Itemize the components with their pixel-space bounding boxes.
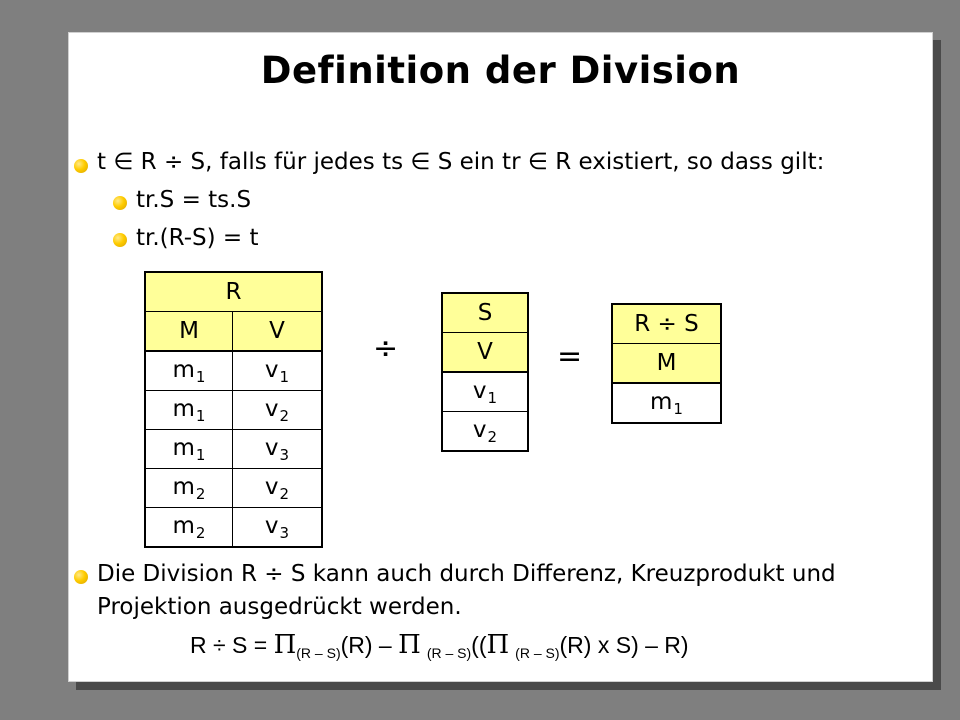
cell-v: v <box>264 356 279 383</box>
pi-symbol: Π <box>486 630 510 660</box>
cell-v: v <box>472 377 487 404</box>
cell-m-sub: 1 <box>195 406 206 425</box>
bullet-dot <box>74 159 88 173</box>
bullet-division-line2: Projektion ausgedrückt werden. <box>97 594 462 620</box>
cell-m: m <box>650 388 673 415</box>
table-result <box>611 303 722 424</box>
formula-projection: (R – S) <box>296 645 341 661</box>
bullet-dot <box>113 233 127 247</box>
table-s <box>441 292 529 452</box>
table-row <box>145 391 322 430</box>
cell-v-sub: 1 <box>487 388 498 407</box>
cell-v-sub: 2 <box>279 484 290 503</box>
table-row <box>612 383 721 423</box>
bullet-definition: t ∈ R ÷ S, falls für jedes ts ∈ S ein tr ∈ R existiert, so dass gilt: <box>97 149 825 175</box>
table-r-col-m: M <box>145 312 233 352</box>
equals-symbol: = <box>557 339 583 374</box>
table-s-name: S <box>442 293 528 333</box>
cell-v: v <box>264 473 279 500</box>
cell-v-sub: 2 <box>487 427 498 446</box>
slide-title: Definition der Division <box>260 49 741 92</box>
table-row <box>145 469 322 508</box>
cell-v-sub: 3 <box>279 523 290 542</box>
cell-m: m <box>172 434 195 461</box>
sub-bullet-1: tr.S = ts.S <box>136 187 252 213</box>
bullet-dot <box>74 570 88 584</box>
cell-v: v <box>264 395 279 422</box>
pi-symbol: Π <box>273 630 297 660</box>
formula-projection: (R – S) <box>515 645 560 661</box>
table-result-name: R ÷ S <box>612 304 721 344</box>
table-row <box>145 508 322 548</box>
pi-symbol: Π <box>398 630 421 660</box>
cell-m: m <box>172 356 195 383</box>
formula-minus: – <box>372 632 399 658</box>
cell-m-sub: 1 <box>195 367 206 386</box>
cell-v: v <box>472 416 487 443</box>
table-row <box>145 430 322 469</box>
cell-m-sub: 1 <box>673 399 683 418</box>
cell-m-sub: 2 <box>195 523 206 542</box>
bullet-division-line1: Die Division R ÷ S kann auch durch Differenz, Kreuzprodukt und <box>97 561 836 587</box>
slide <box>68 32 933 682</box>
cell-v: v <box>264 434 279 461</box>
table-result-col-m: M <box>612 344 721 384</box>
cell-m: m <box>172 512 195 539</box>
formula-open: (( <box>471 632 487 658</box>
cell-m-sub: 1 <box>195 445 206 464</box>
cell-v-sub: 2 <box>279 406 290 425</box>
table-r <box>144 271 323 548</box>
table-row <box>442 412 528 452</box>
table-r-name: R <box>145 272 322 312</box>
table-s-col-v: V <box>442 333 528 373</box>
cell-m: m <box>172 473 195 500</box>
cell-v-sub: 1 <box>279 367 290 386</box>
table-r-col-v: V <box>233 312 323 352</box>
table-row <box>145 351 322 391</box>
cell-m-sub: 2 <box>195 484 206 503</box>
division-formula <box>190 630 689 661</box>
formula-close: (R) x S) – R) <box>559 632 689 658</box>
formula-projection: (R – S) <box>426 645 472 661</box>
table-row <box>442 372 528 412</box>
formula-r: (R) <box>340 632 373 658</box>
divide-symbol: ÷ <box>373 331 399 366</box>
cell-v-sub: 3 <box>279 445 290 464</box>
cell-m: m <box>172 395 195 422</box>
formula-lhs: R ÷ S = <box>190 632 274 658</box>
cell-v: v <box>264 512 279 539</box>
bullet-dot <box>113 196 127 210</box>
sub-bullet-2: tr.(R-S) = t <box>136 225 259 251</box>
